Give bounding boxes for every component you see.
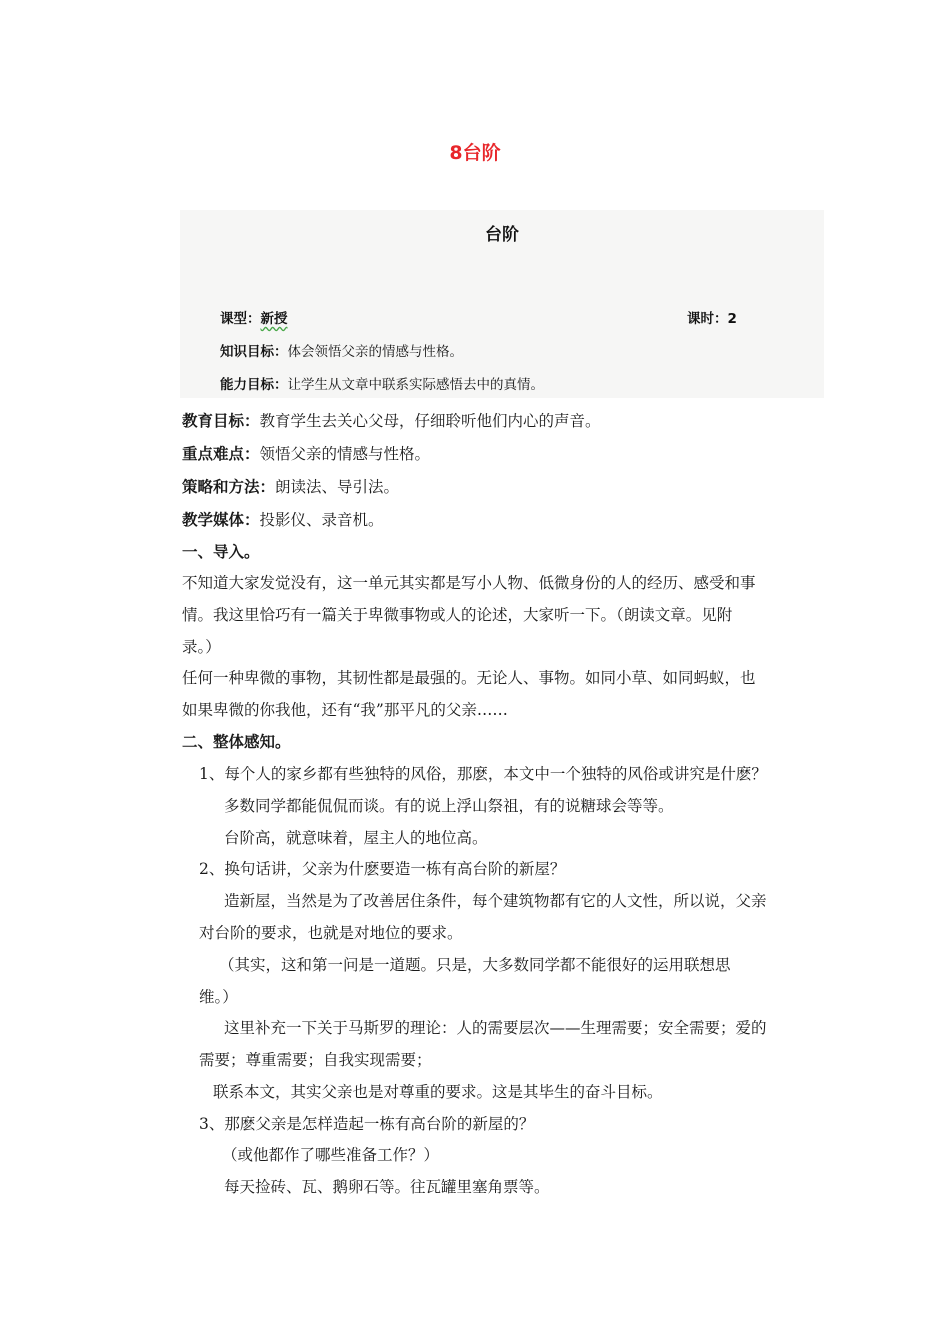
answer-line: 多数同学都能侃侃而谈。有的说上浮山祭祖，有的说糖球会等等。 — [224, 797, 674, 815]
education-value: 教育学生去关心父母，仔细聆听他们内心的声音。 — [259, 412, 601, 430]
paragraph-line: 如果卑微的你我他，还有“我”那平凡的父亲…… — [182, 701, 508, 719]
answer-line: 台阶高，就意味着，屋主人的地位高。 — [224, 829, 488, 847]
lesson-period — [687, 307, 737, 327]
answer-line: （其实，这和第一问是一道题。只是，大多数同学都不能很好的运用联想思 — [219, 956, 731, 974]
strategy-label: 策略和方法： — [182, 478, 276, 496]
page-title: 8台阶 — [449, 142, 501, 164]
lesson-type-label: 课型： — [220, 311, 261, 327]
ability-label: 能力目标： — [220, 377, 288, 393]
knowledge-label: 知识目标： — [220, 344, 288, 360]
question-1: 1、每个人的家乡都有些独特的风俗，那麽，本文中一个独特的风俗或讲究是什麽？ — [199, 765, 767, 783]
answer-line: 维。） — [199, 988, 238, 1006]
strategy-value: 朗读法、导引法。 — [275, 478, 400, 496]
paragraph-line: 录。） — [182, 638, 221, 656]
answer-line: 这里补充一下关于马斯罗的理论：人的需要层次——生理需要；安全需要；爱的 — [224, 1019, 767, 1037]
answer-line: 需要；尊重需要；自我实现需要； — [199, 1051, 432, 1069]
education-label: 教育目标： — [182, 412, 260, 430]
lesson-info-box — [180, 210, 824, 398]
answer-line: 每天捡砖、瓦、鹅卵石等。往瓦罐里塞角票等。 — [224, 1178, 550, 1196]
media-value: 投影仪、录音机。 — [259, 511, 384, 529]
education-goal — [182, 409, 601, 431]
question-3: 3、那麽父亲是怎样造起一栋有高台阶的新屋的？ — [199, 1115, 535, 1133]
period-label: 课时： — [687, 311, 728, 327]
media-label: 教学媒体： — [182, 511, 260, 529]
ability-goal — [220, 373, 544, 393]
teaching-media — [182, 508, 384, 530]
box-title: 台阶 — [485, 225, 519, 245]
period-value: 2 — [727, 311, 737, 327]
question-2: 2、换句话讲，父亲为什麽要造一栋有高台阶的新屋？ — [199, 860, 566, 878]
lesson-type — [220, 307, 288, 327]
answer-line: （或他都作了哪些准备工作？） — [222, 1146, 440, 1164]
answer-line: 联系本文，其实父亲也是对尊重的要求。这是其毕生的奋斗目标。 — [213, 1083, 663, 1101]
knowledge-goal — [220, 340, 463, 360]
answer-line: 对台阶的要求，也就是对地位的要求。 — [199, 924, 463, 942]
lesson-type-value: 新授 — [260, 311, 288, 327]
key-label: 重点难点： — [182, 445, 260, 463]
key-value: 领悟父亲的情感与性格。 — [259, 445, 431, 463]
knowledge-value: 体会领悟父亲的情感与性格。 — [287, 344, 463, 360]
paragraph-line: 情。我这里恰巧有一篇关于卑微事物或人的论述，大家听一下。（朗读文章。见附 — [182, 606, 733, 624]
strategy — [182, 475, 399, 497]
section-heading-overview: 二、整体感知。 — [182, 733, 291, 751]
key-points — [182, 442, 430, 464]
ability-value: 让学生从文章中联系实际感悟去中的真情。 — [287, 377, 544, 393]
paragraph-line: 任何一种卑微的事物，其韧性都是最强的。无论人、事物。如同小草、如同蚂蚁，也 — [182, 669, 756, 687]
paragraph-line: 不知道大家发觉没有，这一单元其实都是写小人物、低微身份的人的经历、感受和事 — [182, 574, 756, 592]
answer-line: 造新屋，当然是为了改善居住条件，每个建筑物都有它的人文性，所以说，父亲 — [224, 892, 767, 910]
section-heading-intro: 一、导入。 — [182, 543, 260, 561]
